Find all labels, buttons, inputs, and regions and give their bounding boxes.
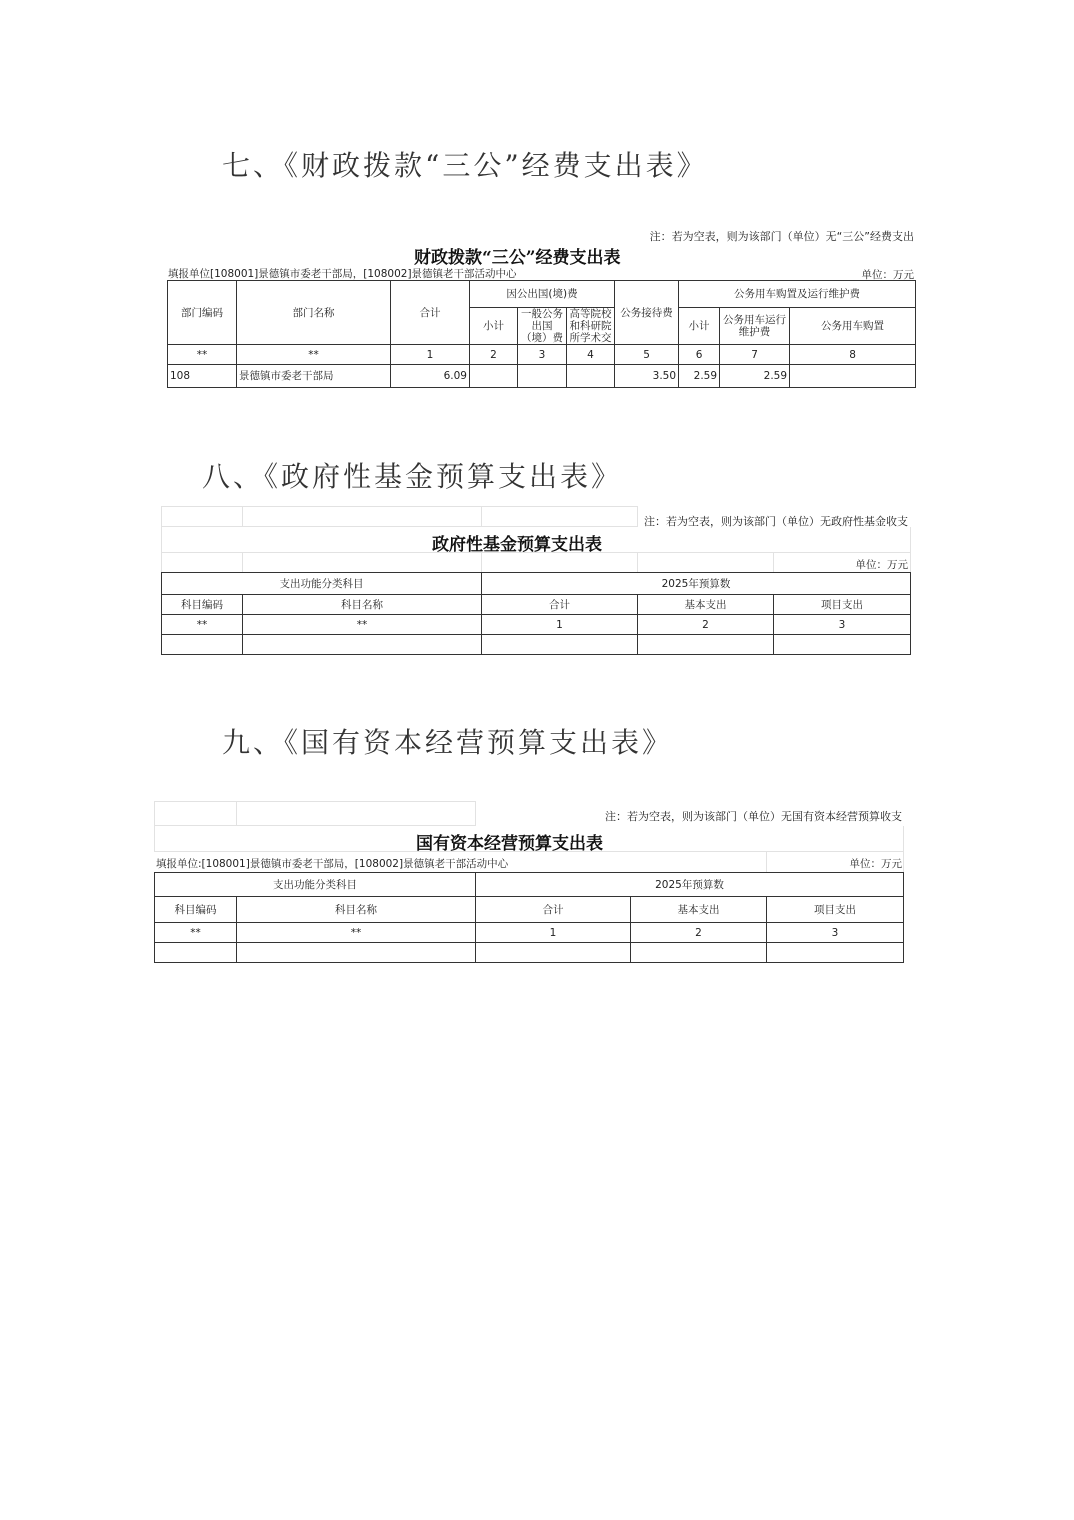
- data-cell: [155, 943, 237, 963]
- header-category: 支出功能分类科目: [155, 873, 476, 897]
- header-project: 项目支出: [767, 897, 904, 923]
- index-cell: 2: [638, 615, 774, 635]
- government-fund-table: [161, 572, 911, 655]
- section-9-reporting-unit: 填报单位:[108001]景德镇市委老干部局，[108002]景德镇老干部活动中心: [156, 858, 509, 870]
- section-8-table-title: 政府性基金预算支出表: [432, 535, 602, 555]
- header-vehicle-run: 公务用车运行维护费: [720, 308, 790, 345]
- index-cell: **: [168, 345, 237, 365]
- header-abroad-subtotal: 小计: [470, 308, 518, 345]
- header-dept-code: 部门编码: [168, 281, 237, 345]
- index-row: [155, 923, 904, 943]
- state-capital-table: [154, 872, 904, 963]
- header-name: 科目名称: [237, 897, 476, 923]
- cell-general-abroad: [518, 365, 567, 388]
- index-cell: 1: [476, 923, 631, 943]
- grid-cell: [243, 553, 482, 573]
- index-row: [168, 345, 916, 365]
- grid-cell: [243, 507, 482, 527]
- header-code: 科目编码: [162, 595, 243, 615]
- grid-cell: [482, 553, 638, 573]
- index-cell: 3: [774, 615, 911, 635]
- section-7-table-title: 财政拨款“三公”经费支出表: [414, 248, 621, 268]
- grid-cell: [162, 553, 243, 573]
- section-7-heading: 七、《财政拨款“三公”经费支出表》: [222, 149, 708, 182]
- section-8-note: 注：若为空表，则为该部门（单位）无政府性基金收支: [644, 515, 908, 528]
- header-budget: 2025年预算数: [476, 873, 904, 897]
- index-cell: 5: [615, 345, 679, 365]
- header-total: 合计: [476, 897, 631, 923]
- section-9-unit: 单位：万元: [849, 858, 902, 870]
- header-category: 支出功能分类科目: [162, 573, 482, 595]
- index-cell: **: [243, 615, 482, 635]
- header-project: 项目支出: [774, 595, 911, 615]
- grid-cell: [155, 802, 237, 826]
- index-row: [162, 615, 911, 635]
- grid-cell: [162, 507, 243, 527]
- data-cell: [482, 635, 638, 655]
- index-cell: 3: [767, 923, 904, 943]
- header-univ-abroad: 高等院校和科研院所学术交: [567, 308, 615, 345]
- index-cell: 1: [482, 615, 638, 635]
- section-8-unit: 单位：万元: [855, 559, 908, 571]
- header-vehicle-group: 公务用车购置及运行维护费: [679, 281, 916, 308]
- index-cell: 2: [631, 923, 767, 943]
- section-8-heading: 八、《政府性基金预算支出表》: [202, 460, 623, 493]
- cell-total: 6.09: [391, 365, 470, 388]
- grid-cell: [482, 507, 638, 527]
- header-total: 合计: [482, 595, 638, 615]
- header-vehicle-subtotal: 小计: [679, 308, 720, 345]
- index-cell: 3: [518, 345, 567, 365]
- index-cell: 7: [720, 345, 790, 365]
- cell-vehicle-run: 2.59: [720, 365, 790, 388]
- data-cell: [476, 943, 631, 963]
- cell-dept-name: 景德镇市委老干部局: [237, 365, 391, 388]
- section-9-heading: 九、《国有资本经营预算支出表》: [222, 726, 674, 759]
- index-cell: **: [155, 923, 237, 943]
- header-budget: 2025年预算数: [482, 573, 911, 595]
- section-9-table-title: 国有资本经营预算支出表: [416, 834, 603, 854]
- cell-reception: 3.50: [615, 365, 679, 388]
- section-7-note: 注：若为空表，则为该部门（单位）无“三公”经费支出: [649, 230, 914, 243]
- table-row: [168, 365, 916, 388]
- index-cell: 8: [790, 345, 916, 365]
- header-general-abroad: 一般公务出国（境）费: [518, 308, 567, 345]
- section-7-reporting-unit: 填报单位[108001]景德镇市委老干部局，[108002]景德镇老干部活动中心: [168, 268, 517, 280]
- data-cell: [237, 943, 476, 963]
- index-cell: 1: [391, 345, 470, 365]
- index-cell: **: [237, 923, 476, 943]
- grid-cell: [638, 553, 774, 573]
- header-abroad-group: 因公出国(境)费: [470, 281, 615, 308]
- cell-univ-abroad: [567, 365, 615, 388]
- header-name: 科目名称: [243, 595, 482, 615]
- data-cell: [243, 635, 482, 655]
- cell-dept-code: 108: [168, 365, 237, 388]
- header-basic: 基本支出: [631, 897, 767, 923]
- data-cell: [631, 943, 767, 963]
- three-public-expense-table: [167, 280, 916, 388]
- header-total: 合计: [391, 281, 470, 345]
- header-reception: 公务接待费: [615, 281, 679, 345]
- grid-cell: [237, 802, 476, 826]
- data-cell: [162, 635, 243, 655]
- grid-cell: [631, 852, 767, 873]
- cell-vehicle-buy: [790, 365, 916, 388]
- section-9-note: 注：若为空表，则为该部门（单位）无国有资本经营预算收支: [605, 810, 902, 823]
- index-cell: **: [162, 615, 243, 635]
- index-cell: 4: [567, 345, 615, 365]
- cell-vehicle-subtotal: 2.59: [679, 365, 720, 388]
- header-vehicle-buy: 公务用车购置: [790, 308, 916, 345]
- cell-abroad-subtotal: [470, 365, 518, 388]
- index-cell: 6: [679, 345, 720, 365]
- header-code: 科目编码: [155, 897, 237, 923]
- header-dept-name: 部门名称: [237, 281, 391, 345]
- data-cell: [767, 943, 904, 963]
- index-cell: **: [237, 345, 391, 365]
- table-row: [155, 943, 904, 963]
- section-7-unit: 单位：万元: [861, 269, 914, 281]
- data-cell: [638, 635, 774, 655]
- index-cell: 2: [470, 345, 518, 365]
- header-basic: 基本支出: [638, 595, 774, 615]
- data-cell: [774, 635, 911, 655]
- table-row: [162, 635, 911, 655]
